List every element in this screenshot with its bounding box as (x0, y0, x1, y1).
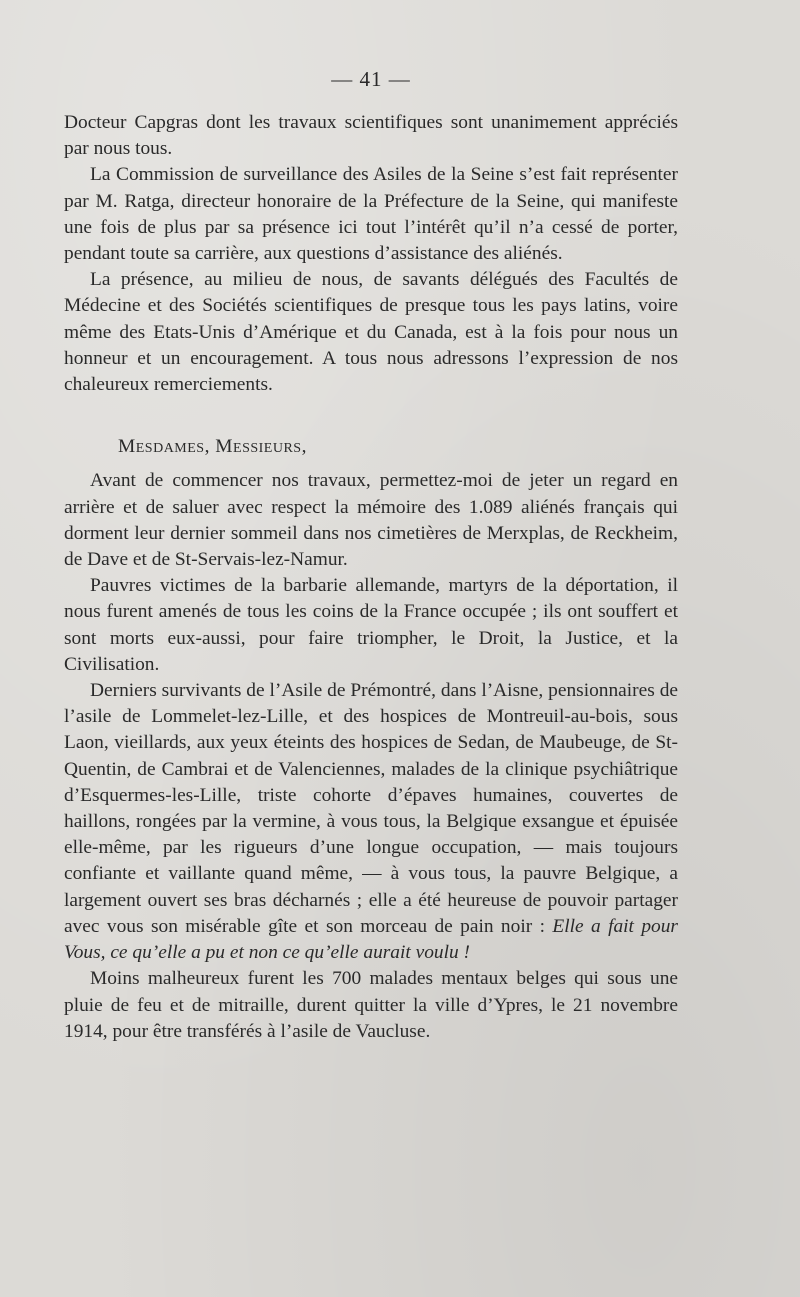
salutation: Mesdames, Messieurs, (118, 436, 307, 458)
paragraph-6 (64, 678, 678, 966)
paragraph-4: Avant de commencer nos travaux, permettez-moi de jeter un regard en arrière et de saluer avec respect la mémoire des 1.089 aliénés français qui dorment leur dernier sommeil dans nos cimetières de Merxplas, de Reckheim, de Dave et de St-Servais-lez-Namur. (64, 470, 678, 571)
paragraph-6-text: Derniers survivants de l’Asile de Prémontré, dans l’Aisne, pensionnaires de l’asile de Lommelet-lez-Lille, et des hospices de Montreuil-au-bois, sous Laon, vieillards, aux yeux éteints des hospices de Sedan, de Maubeuge, de St-Quentin, de Cambrai et de Valenciennes, malades de la clinique psychiâtrique d’Esquermes-les-Lille, triste cohorte d’épaves humaines, couvertes de haillons, rongées par la vermine, à vous tous, la Belgique exsangue et épuisée elle-même, par les rigueurs d’une longue occupation, — mais toujours confiante et vaillante quand même, — à vous tous, la pauvre Belgique, a largement ouvert ses bras décharnés ; elle a été heureuse de pouvoir partager avec vous son misérable gîte et son morceau de pain noir : (64, 680, 678, 937)
paragraph-1: Docteur Capgras dont les travaux scientifiques sont unanimement appréciés par nous tous. (64, 112, 678, 160)
paragraph-5: Pauvres victimes de la barbarie allemande, martyrs de la déportation, il nous furent amenés de tous les coins de la France occupée ; ils ont souffert et sont morts eux-aussi, pour faire triompher, le Droit, la Justice, et la Civilisation. (64, 575, 678, 675)
paragraph-7: Moins malheureux furent les 700 malades mentaux belges qui sous une pluie de feu et de mitraille, durent quitter la ville d’Ypres, le 21 novembre 1914, pour être transférés à l’asile de Vaucluse. (64, 968, 678, 1042)
page-number: — 41 — (331, 67, 411, 91)
document-page (64, 64, 678, 1045)
paragraph-6-italic-quote: Elle a fait pour Vous, ce qu’elle a pu et non ce qu’elle aurait voulu ! (64, 915, 678, 964)
paragraph-3: La présence, au milieu de nous, de savants délégués des Facultés de Médecine et des Sociétés scientifiques de presque tous les pays latins, voire même des Etats-Unis d’Amérique et du Canada, est à la fois pour nous un honneur et un encouragement. A tous nous adressons l’expression de nos chaleureux remerciements. (64, 269, 678, 396)
paragraph-2: La Commission de surveillance des Asiles de la Seine s’est fait représenter par M. Ratga, directeur honoraire de la Préfecture de la Seine, qui manifeste une fois de plus par sa présence ici tout l’intérêt qu’il n’a cessé de porter, pendant toute sa carrière, aux questions d’assistance des aliénés. (64, 164, 678, 265)
